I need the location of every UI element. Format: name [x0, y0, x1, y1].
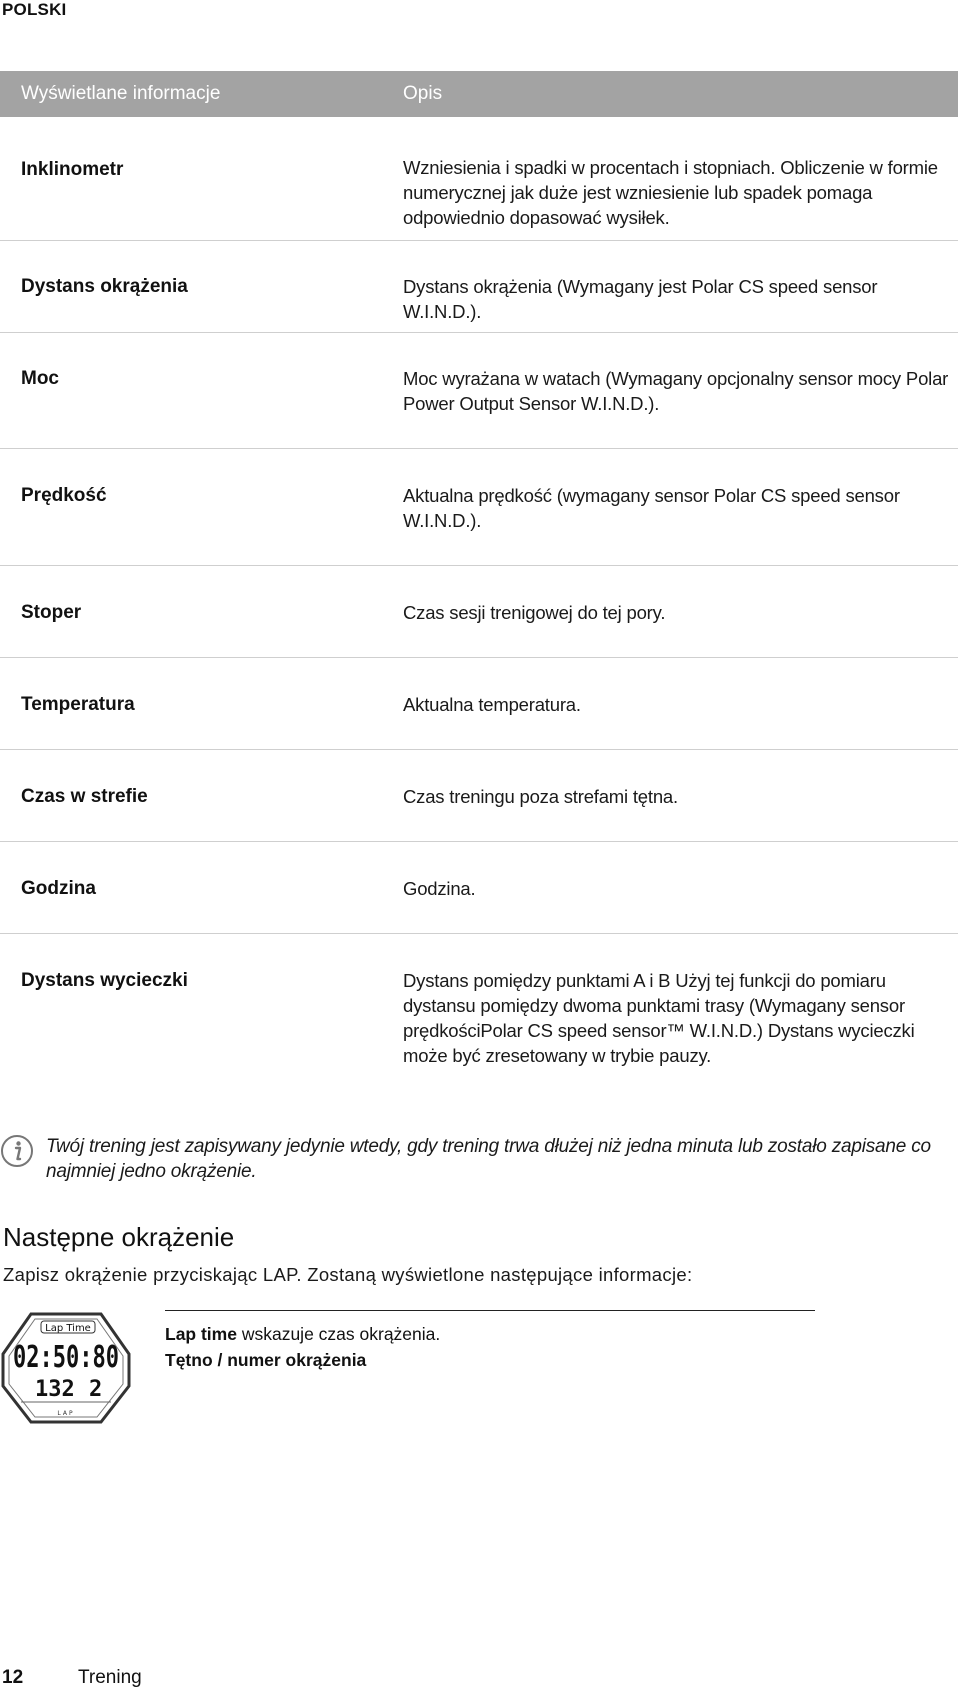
legend-divider [165, 1310, 815, 1311]
footer-title: Trening [78, 1667, 142, 1688]
table-row [0, 333, 958, 449]
column-header-description: Opis [403, 83, 443, 104]
table-row [0, 658, 958, 750]
row-label: Moc [21, 368, 59, 389]
legend-term-heart-rate: Tętno / numer okrążenia [165, 1350, 367, 1370]
row-label: Dystans wycieczki [21, 970, 188, 991]
info-table [0, 71, 958, 1094]
row-label: Stoper [21, 602, 82, 623]
watch-display-illustration [1, 1312, 131, 1424]
row-label: Prędkość [21, 485, 107, 506]
row-description: Aktualna prędkość (wymagany sensor Polar CS speed sensor W.I.N.D.). [403, 485, 900, 531]
watch-time: 02:50:80 [13, 1340, 119, 1375]
note-text: Twój trening jest zapisywany jedynie wtedy, gdy trening trwa dłużej niż jedna minuta lub zostało zapisane co najmniej jedno okrążenie. [46, 1136, 931, 1182]
language-header: POLSKI [2, 0, 67, 19]
row-description: Godzina. [403, 878, 476, 899]
legend-line-lap-time [165, 1321, 440, 1347]
row-label: Temperatura [21, 694, 135, 715]
row-description: Aktualna temperatura. [403, 694, 581, 715]
watch-bottom-label: LAP [57, 1410, 75, 1417]
table-row [0, 449, 958, 566]
table-header [0, 71, 958, 117]
row-description: Dystans pomiędzy punktami A i B Użyj tej funkcji do pomiaru dystansu pomiędzy dwoma punktami trasy (Wymagany sensor prędkościPolar CS speed sensor™ W.I.N.D.) Dystans wycieczki może być zresetowany w trybie pauzy. [403, 970, 915, 1066]
row-description: Dystans okrążenia (Wymagany jest Polar CS speed sensor W.I.N.D.). [403, 276, 878, 322]
row-label: Dystans okrążenia [21, 276, 188, 297]
table-row [0, 566, 958, 658]
table-row [0, 934, 958, 1094]
row-description: Czas sesji trenigowej do tej pory. [403, 602, 666, 623]
watch-lap-number: 2 [89, 1377, 103, 1402]
watch-legend [165, 1321, 440, 1373]
section-title: Następne okrążenie [3, 1222, 235, 1252]
row-label: Czas w strefie [21, 786, 148, 807]
table-row [0, 241, 958, 333]
legend-term-lap-time: Lap time [165, 1324, 237, 1344]
row-description: Wzniesienia i spadki w procentach i stopniach. Obliczenie w formie numerycznej jak duże jest wzniesienie lub spadek pomaga odpowiednio dopasować wysiłek. [403, 157, 938, 228]
legend-line-heart-rate [165, 1347, 440, 1373]
table-row [0, 750, 958, 842]
column-header-info: Wyświetlane informacje [21, 83, 221, 104]
watch-mode-label: Lap Time [45, 1323, 91, 1334]
row-description: Czas treningu poza strefami tętna. [403, 786, 678, 807]
table-row [0, 117, 958, 241]
legend-desc-lap-time: wskazuje czas okrążenia. [236, 1324, 441, 1344]
row-description: Moc wyrażana w watach (Wymagany opcjonalny sensor mocy Polar Power Output Sensor W.I.N.D.). [403, 368, 949, 414]
info-icon [0, 1134, 34, 1168]
row-label: Inklinometr [21, 159, 124, 180]
row-label: Godzina [21, 878, 96, 899]
watch-heart-rate: 132 [35, 1377, 75, 1402]
section-intro: Zapisz okrążenie przyciskając LAP. Zostaną wyświetlone następujące informacje: [3, 1264, 693, 1285]
page-number: 12 [2, 1667, 24, 1688]
table-row [0, 842, 958, 934]
